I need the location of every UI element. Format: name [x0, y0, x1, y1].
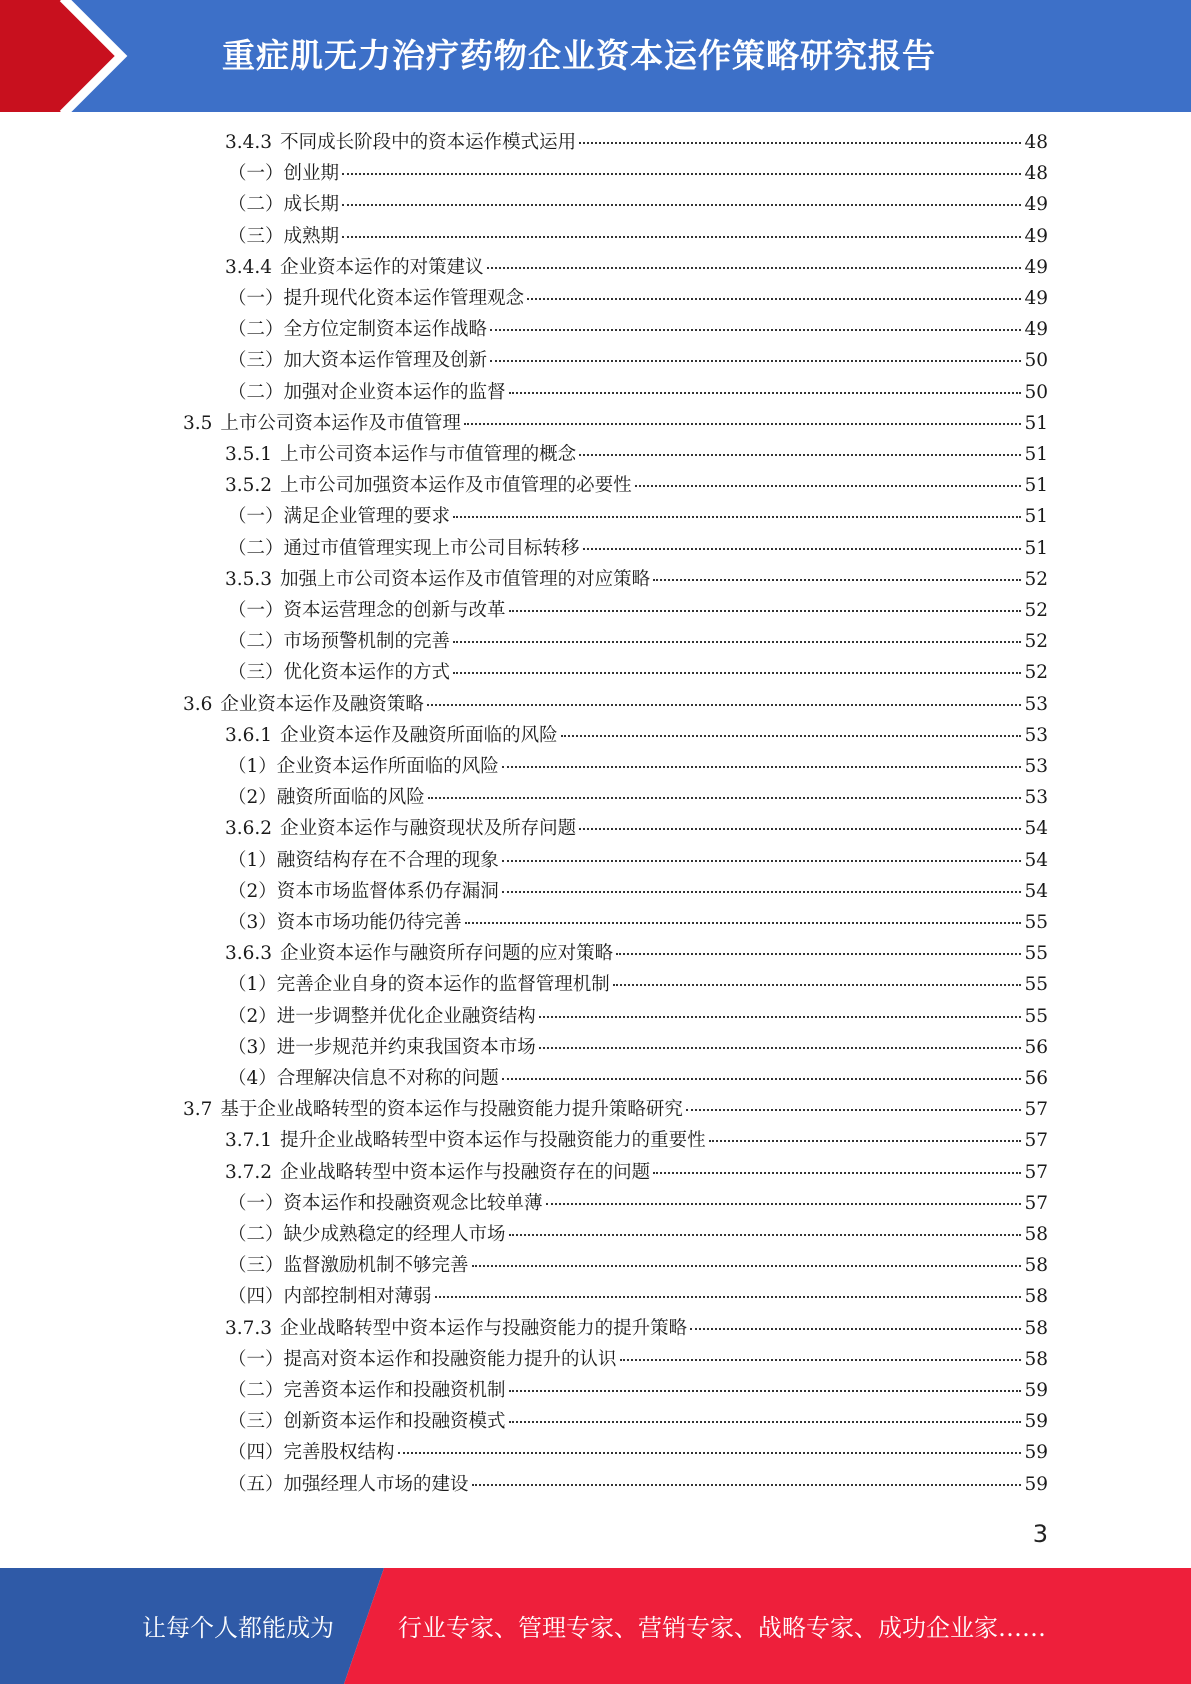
toc-entry[interactable] — [225, 813, 1048, 844]
toc-dot-leader — [502, 1078, 1022, 1080]
toc-dot-leader — [472, 1265, 1022, 1267]
page-footer — [0, 1568, 1191, 1684]
toc-entry[interactable] — [228, 845, 1048, 876]
toc-entry[interactable] — [225, 252, 1048, 283]
toc-dot-leader — [472, 1484, 1022, 1486]
toc-dot-leader — [509, 610, 1022, 612]
toc-entry-page: 51 — [1024, 475, 1048, 497]
toc-entry[interactable] — [228, 1001, 1048, 1032]
toc-entry[interactable] — [228, 751, 1048, 782]
toc-entry-title: （二）成长期 — [228, 194, 340, 216]
toc-entry-number: 3.7.3 — [225, 1317, 273, 1339]
toc-entry-page: 57 — [1024, 1099, 1048, 1121]
toc-entry-title: （一）资本运营理念的创新与改革 — [228, 600, 506, 621]
toc-entry-title: （2）进一步调整并优化企业融资结构 — [228, 1005, 536, 1027]
toc-entry[interactable] — [228, 969, 1048, 1000]
toc-entry-page: 49 — [1024, 319, 1048, 341]
toc-entry-number: 3.4.3 — [225, 132, 273, 153]
toc-entry-number: 3.6.1 — [225, 724, 273, 746]
toc-entry-page: 57 — [1024, 1192, 1048, 1214]
toc-entry[interactable] — [183, 689, 1048, 720]
toc-entry[interactable] — [228, 876, 1048, 907]
toc-dot-leader — [546, 1203, 1022, 1205]
toc-entry-page: 59 — [1024, 1411, 1048, 1433]
toc-entry-title: 上市公司加强资本运作及市值管理的必要性 — [280, 475, 632, 497]
toc-entry-page: 59 — [1024, 1442, 1048, 1464]
report-title: 重症肌无力治疗药物企业资本运作策略研究报告 — [222, 36, 936, 75]
toc-entry[interactable] — [228, 158, 1048, 189]
toc-entry-title: 企业资本运作及融资所面临的风险 — [280, 724, 558, 746]
toc-entry-page: 48 — [1024, 163, 1048, 185]
toc-entry[interactable] — [228, 1281, 1048, 1312]
toc-entry[interactable] — [228, 345, 1048, 376]
toc-entry[interactable] — [228, 595, 1048, 626]
toc-entry-title: 基于企业战略转型的资本运作与投融资能力提升策略研究 — [220, 1099, 683, 1121]
toc-entry[interactable] — [228, 1032, 1048, 1063]
toc-entry-page: 57 — [1024, 1161, 1048, 1183]
toc-entry-number: 3.7.1 — [225, 1130, 273, 1152]
toc-dot-leader — [342, 173, 1021, 175]
toc-entry-title: 加强上市公司资本运作及市值管理的对应策略 — [280, 568, 651, 590]
toc-entry-title: （3）进一步规范并约束我国资本市场 — [228, 1036, 536, 1058]
toc-entry-page: 58 — [1024, 1286, 1048, 1308]
toc-entry-title: （1）企业资本运作所面临的风险 — [228, 756, 499, 777]
toc-entry-title: （二）市场预警机制的完善 — [228, 631, 451, 653]
toc-entry-title: （1）完善企业自身的资本运作的监督管理机制 — [228, 974, 610, 996]
toc-entry[interactable] — [225, 564, 1048, 595]
toc-entry-page: 50 — [1024, 381, 1048, 403]
toc-entry[interactable] — [225, 1157, 1048, 1188]
toc-entry-number: 3.5.2 — [225, 475, 273, 497]
toc-entry-title: （4）合理解决信息不对称的问题 — [228, 1068, 499, 1089]
toc-entry[interactable] — [228, 782, 1048, 813]
toc-dot-leader — [690, 1328, 1021, 1330]
toc-dot-leader — [613, 984, 1022, 986]
toc-entry[interactable] — [228, 1406, 1048, 1437]
toc-dot-leader — [509, 1234, 1022, 1236]
toc-dot-leader — [465, 922, 1022, 924]
toc-entry[interactable] — [228, 283, 1048, 314]
toc-entry-title: （三）创新资本运作和投融资模式 — [228, 1411, 506, 1433]
toc-entry-title: 不同成长阶段中的资本运作模式运用 — [280, 132, 577, 153]
toc-entry-title: 企业资本运作与融资所存问题的应对策略 — [280, 943, 614, 965]
toc-entry[interactable] — [183, 408, 1048, 439]
toc-entry[interactable] — [183, 1094, 1048, 1125]
toc-entry-title: （1）融资结构存在不合理的现象 — [228, 849, 499, 871]
toc-dot-leader — [579, 454, 1021, 456]
page-number: 3 — [1032, 1520, 1048, 1548]
toc-entry-number: 3.4.4 — [225, 256, 273, 278]
toc-entry-title: 提升企业战略转型中资本运作与投融资能力的重要性 — [280, 1130, 706, 1152]
toc-entry-page: 53 — [1024, 693, 1048, 715]
toc-dot-leader — [342, 236, 1021, 238]
toc-entry[interactable] — [228, 1437, 1048, 1468]
toc-entry-title: （三）加大资本运作管理及创新 — [228, 350, 488, 372]
toc-entry[interactable] — [225, 470, 1048, 501]
toc-entry-title: （三）成熟期 — [228, 225, 340, 247]
toc-entry-title: （一）创业期 — [228, 163, 340, 185]
toc-entry[interactable] — [225, 127, 1048, 158]
toc-dot-leader — [539, 1047, 1022, 1049]
toc-entry-title: 企业战略转型中资本运作与投融资能力的提升策略 — [280, 1317, 688, 1339]
toc-entry-page: 54 — [1024, 818, 1048, 840]
toc-entry[interactable] — [225, 1313, 1048, 1344]
toc-dot-leader — [509, 1390, 1022, 1392]
toc-entry[interactable] — [228, 314, 1048, 345]
toc-entry-page: 51 — [1024, 412, 1048, 434]
toc-entry[interactable] — [228, 1250, 1048, 1281]
toc-entry-page: 56 — [1024, 1036, 1048, 1058]
toc-entry-page: 58 — [1024, 1255, 1048, 1277]
toc-entry-page: 57 — [1024, 1130, 1048, 1152]
toc-dot-leader — [527, 298, 1021, 300]
toc-entry[interactable] — [228, 1063, 1048, 1094]
toc-dot-leader — [509, 392, 1022, 394]
toc-entry-page: 58 — [1024, 1224, 1048, 1245]
page-header — [0, 0, 1191, 112]
toc-entry-page: 55 — [1024, 912, 1048, 933]
toc-entry[interactable] — [228, 1469, 1048, 1500]
toc-dot-leader — [464, 423, 1022, 425]
toc-entry-title: （三）优化资本运作的方式 — [228, 662, 451, 684]
toc-entry-title: （一）资本运作和投融资观念比较单薄 — [228, 1192, 543, 1214]
toc-dot-leader — [653, 579, 1021, 581]
toc-dot-leader — [539, 1016, 1022, 1018]
toc-dot-leader — [583, 548, 1022, 550]
toc-entry-title: （二）加强对企业资本运作的监督 — [228, 381, 506, 403]
toc-entry-number: 3.6.3 — [225, 943, 273, 965]
footer-slogan-right: 行业专家、管理专家、营销专家、战略专家、成功企业家…… — [398, 1614, 1046, 1642]
toc-dot-leader — [635, 485, 1022, 487]
toc-dot-leader — [453, 516, 1021, 518]
toc-entry-title: 企业资本运作与融资现状及所存问题 — [280, 818, 577, 840]
toc-entry-page: 51 — [1024, 444, 1048, 465]
toc-entry[interactable] — [228, 1219, 1048, 1250]
toc-entry-title: （三）监督激励机制不够完善 — [228, 1255, 469, 1277]
toc-dot-leader — [509, 1421, 1022, 1423]
toc-entry[interactable] — [228, 626, 1048, 657]
toc-entry-page: 54 — [1024, 880, 1048, 902]
toc-entry-number: 3.7.2 — [225, 1161, 273, 1183]
chevron-icon — [0, 0, 160, 112]
toc-entry-page: 55 — [1024, 974, 1048, 996]
toc-dot-leader — [502, 860, 1022, 862]
toc-entry-page: 55 — [1024, 943, 1048, 965]
toc-entry-page: 49 — [1024, 288, 1048, 309]
toc-entry-title: 企业战略转型中资本运作与投融资存在的问题 — [280, 1161, 651, 1183]
toc-entry[interactable] — [228, 1188, 1048, 1219]
toc-entry-page: 52 — [1024, 631, 1048, 653]
toc-entry-number: 3.5.3 — [225, 568, 273, 590]
toc-dot-leader — [620, 1359, 1022, 1361]
toc-entry-page: 52 — [1024, 662, 1048, 684]
toc-dot-leader — [616, 953, 1021, 955]
toc-dot-leader — [342, 204, 1021, 206]
toc-entry-title: 企业资本运作及融资策略 — [220, 693, 424, 715]
toc-entry[interactable] — [228, 1375, 1048, 1406]
toc-entry-title: 上市公司资本运作与市值管理的概念 — [280, 444, 577, 465]
toc-entry-number: 3.6.2 — [225, 818, 273, 840]
toc-entry-page: 49 — [1024, 225, 1048, 247]
toc-entry[interactable] — [228, 907, 1048, 938]
footer-slogan-left: 让每个人都能成为 — [142, 1614, 334, 1642]
toc-entry-page: 54 — [1024, 849, 1048, 871]
toc-entry-title: （二）完善资本运作和投融资机制 — [228, 1380, 506, 1401]
toc-entry[interactable] — [228, 1344, 1048, 1375]
toc-dot-leader — [653, 1172, 1021, 1174]
toc-dot-leader — [502, 891, 1022, 893]
toc-entry-page: 59 — [1024, 1473, 1048, 1495]
toc-dot-leader — [453, 641, 1021, 643]
toc-entry[interactable] — [228, 657, 1048, 688]
toc-dot-leader — [686, 1109, 1022, 1111]
toc-entry-page: 52 — [1024, 600, 1048, 621]
toc-entry-title: （一）满足企业管理的要求 — [228, 506, 451, 528]
toc-entry-page: 59 — [1024, 1380, 1048, 1401]
toc-entry-title: （二）全方位定制资本运作战略 — [228, 319, 488, 341]
toc-entry-page: 55 — [1024, 1005, 1048, 1027]
toc-dot-leader — [579, 828, 1021, 830]
toc-entry-title: （二）缺少成熟稳定的经理人市场 — [228, 1224, 506, 1245]
toc-entry-number: 3.7 — [183, 1099, 213, 1121]
toc-entry-number: 3.5 — [183, 412, 213, 434]
toc-entry-page: 58 — [1024, 1348, 1048, 1370]
toc-entry[interactable] — [228, 377, 1048, 408]
toc-entry-page: 53 — [1024, 756, 1048, 777]
toc-entry[interactable] — [225, 1125, 1048, 1156]
toc-entry[interactable] — [225, 720, 1048, 751]
toc-dot-leader — [490, 329, 1021, 331]
toc-entry-page: 48 — [1024, 132, 1048, 153]
toc-dot-leader — [561, 735, 1022, 737]
toc-entry-page: 51 — [1024, 537, 1048, 559]
toc-entry-title: （2）资本市场监督体系仍存漏洞 — [228, 880, 499, 902]
toc-dot-leader — [428, 797, 1022, 799]
toc-entry[interactable] — [225, 938, 1048, 969]
toc-entry-page: 58 — [1024, 1317, 1048, 1339]
toc-entry[interactable] — [228, 533, 1048, 564]
toc-entry[interactable] — [228, 501, 1048, 532]
toc-entry-title: （二）通过市值管理实现上市公司目标转移 — [228, 537, 580, 559]
toc-dot-leader — [490, 360, 1021, 362]
toc-dot-leader — [398, 1452, 1022, 1454]
toc-dot-leader — [427, 704, 1022, 706]
toc-entry-title: （3）资本市场功能仍待完善 — [228, 912, 462, 933]
toc-entry[interactable] — [228, 221, 1048, 252]
toc-entry[interactable] — [228, 189, 1048, 220]
toc-entry-title: （一）提高对资本运作和投融资能力提升的认识 — [228, 1348, 617, 1370]
toc-entry-page: 56 — [1024, 1068, 1048, 1089]
toc-entry-title: （2）融资所面临的风险 — [228, 787, 425, 809]
toc-dot-leader — [487, 267, 1022, 269]
toc-entry-title: 上市公司资本运作及市值管理 — [220, 412, 461, 434]
toc-entry-title: （一）提升现代化资本运作管理观念 — [228, 288, 525, 309]
toc-entry-title: 企业资本运作的对策建议 — [280, 256, 484, 278]
toc-entry-page: 50 — [1024, 350, 1048, 372]
toc-entry-page: 51 — [1024, 506, 1048, 528]
toc-entry-number: 3.6 — [183, 693, 213, 715]
toc-dot-leader — [709, 1140, 1022, 1142]
toc-entry-page: 49 — [1024, 256, 1048, 278]
toc-entry-number: 3.5.1 — [225, 444, 273, 465]
toc-dot-leader — [453, 672, 1021, 674]
toc-dot-leader — [502, 766, 1022, 768]
toc-entry-title: （四）内部控制相对薄弱 — [228, 1286, 432, 1308]
toc-entry-page: 53 — [1024, 724, 1048, 746]
toc-entry-page: 52 — [1024, 568, 1048, 590]
toc-entry-page: 53 — [1024, 787, 1048, 809]
toc-entry-title: （四）完善股权结构 — [228, 1442, 395, 1464]
toc-entry-title: （五）加强经理人市场的建设 — [228, 1473, 469, 1495]
toc-entry-page: 49 — [1024, 194, 1048, 216]
toc-dot-leader — [579, 142, 1021, 144]
toc-dot-leader — [435, 1296, 1022, 1298]
toc-entry[interactable] — [225, 439, 1048, 470]
